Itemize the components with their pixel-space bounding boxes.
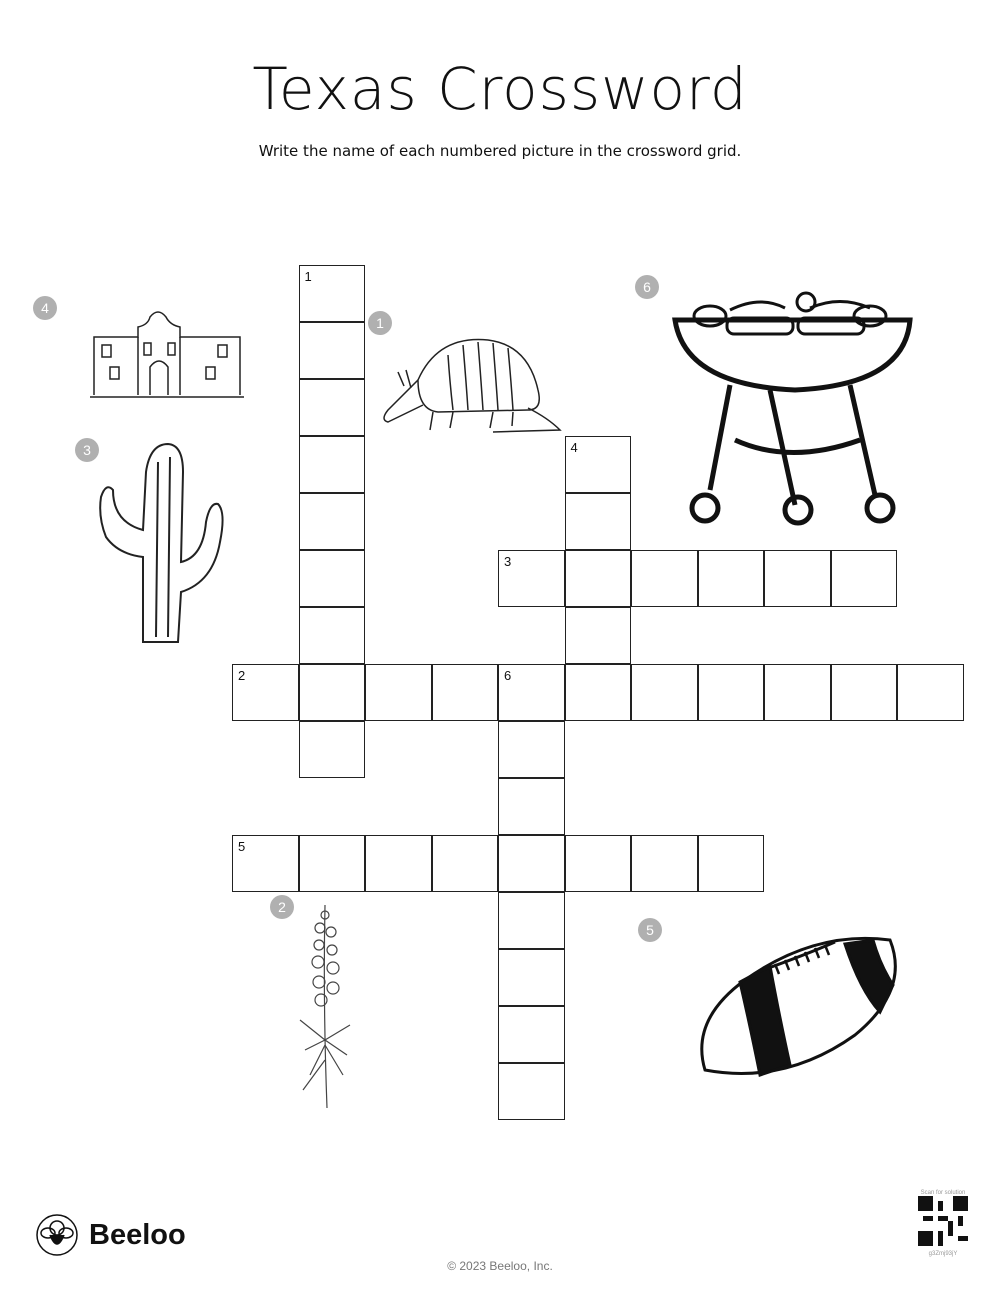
clue-number: 4: [570, 440, 578, 455]
football-icon: [695, 930, 905, 1080]
crossword-cell[interactable]: [698, 550, 765, 607]
crossword-cell[interactable]: [498, 550, 565, 607]
crossword-cell[interactable]: [764, 664, 831, 721]
beeloo-logo: [35, 1213, 186, 1257]
crossword-cell[interactable]: [498, 778, 565, 835]
crossword-cell[interactable]: [299, 436, 366, 493]
crossword-cell[interactable]: [565, 835, 632, 892]
crossword-cell[interactable]: [498, 1063, 565, 1120]
crossword-cell[interactable]: [831, 550, 898, 607]
brand-name: Beeloo: [89, 1218, 186, 1251]
crossword-cell[interactable]: [565, 664, 632, 721]
page-title: Texas Crossword: [252, 55, 748, 123]
crossword-cell[interactable]: [565, 436, 632, 493]
crossword-cell[interactable]: [764, 550, 831, 607]
clue-number: 3: [504, 554, 512, 569]
crossword-cell[interactable]: [498, 949, 565, 1006]
crossword-cell[interactable]: [299, 379, 366, 436]
crossword-cell[interactable]: [299, 664, 366, 721]
picture-number-5: 5: [638, 918, 662, 942]
crossword-cell[interactable]: [299, 322, 366, 379]
picture-number-2: 2: [270, 895, 294, 919]
crossword-cell[interactable]: [698, 835, 765, 892]
crossword-cell[interactable]: [432, 835, 499, 892]
bluebonnet-icon: [295, 900, 355, 1110]
crossword-cell[interactable]: [498, 892, 565, 949]
picture-number-6: 6: [635, 275, 659, 299]
crossword-cell[interactable]: [831, 664, 898, 721]
crossword-cell[interactable]: [897, 664, 964, 721]
qr-code-icon[interactable]: [918, 1196, 968, 1246]
crossword-cell[interactable]: [631, 664, 698, 721]
crossword-cell[interactable]: [365, 664, 432, 721]
crossword-cell[interactable]: [299, 721, 366, 778]
crossword-cell[interactable]: [365, 835, 432, 892]
clue-number: 2: [238, 668, 246, 683]
crossword-cell[interactable]: [299, 607, 366, 664]
crossword-cell[interactable]: [565, 493, 632, 550]
qr-code-text: g3Zmj93jY: [928, 1251, 958, 1257]
armadillo-icon: [378, 330, 563, 438]
qr-code-block[interactable]: [913, 1190, 973, 1257]
picture-number-3: 3: [75, 438, 99, 462]
bee-logo-icon: [35, 1213, 79, 1257]
alamo-icon: [88, 305, 246, 400]
crossword-cell[interactable]: [232, 835, 299, 892]
crossword-cell[interactable]: [299, 493, 366, 550]
picture-number-4: 4: [33, 296, 57, 320]
picture-number-1: 1: [368, 311, 392, 335]
copyright: © 2023 Beeloo, Inc.: [447, 1259, 553, 1273]
crossword-cell[interactable]: [432, 664, 499, 721]
crossword-cell[interactable]: [299, 265, 366, 322]
barbecue-grill-icon: [670, 290, 920, 530]
instructions: Write the name of each numbered picture in the crossword grid.: [258, 142, 742, 160]
crossword-cell[interactable]: [698, 664, 765, 721]
crossword-cell[interactable]: [498, 664, 565, 721]
crossword-cell[interactable]: [498, 835, 565, 892]
crossword-cell[interactable]: [498, 1006, 565, 1063]
crossword-cell[interactable]: [565, 607, 632, 664]
crossword-cell[interactable]: [565, 550, 632, 607]
crossword-cell[interactable]: [299, 550, 366, 607]
clue-number: 6: [504, 668, 512, 683]
clue-number: 1: [304, 269, 312, 284]
crossword-cell[interactable]: [631, 550, 698, 607]
crossword-cell[interactable]: [299, 835, 366, 892]
clue-number: 5: [238, 839, 246, 854]
cactus-icon: [98, 442, 233, 652]
crossword-cell[interactable]: [631, 835, 698, 892]
qr-label: Scan for solution: [920, 1190, 966, 1196]
crossword-cell[interactable]: [232, 664, 299, 721]
crossword-cell[interactable]: [498, 721, 565, 778]
